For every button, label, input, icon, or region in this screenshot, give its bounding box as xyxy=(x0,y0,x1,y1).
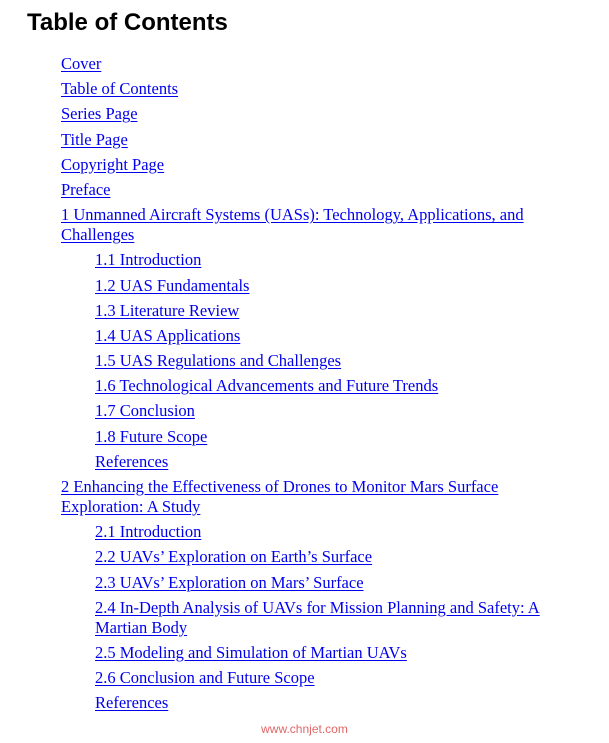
toc-link-cover[interactable]: Cover xyxy=(61,54,102,73)
toc-entry-copyright-page xyxy=(61,155,561,175)
toc-link-series-page[interactable]: Series Page xyxy=(61,104,138,124)
toc-entry-section xyxy=(95,301,565,321)
toc-link-section-2-5[interactable]: 2.5 Modeling and Simulation of Martian UAVs xyxy=(95,642,407,662)
toc-entry-title-page xyxy=(61,130,561,150)
page-title: Table of Contents xyxy=(27,9,228,36)
toc-entry-chapter-2 xyxy=(61,477,561,517)
toc-entry-section xyxy=(95,573,565,593)
toc-link-table-of-contents[interactable]: Table of Contents xyxy=(61,79,179,99)
toc-entry-section xyxy=(95,598,565,638)
toc-link-section-1-4[interactable]: 1.4 UAS Applications xyxy=(95,325,241,345)
toc-entry-chapter-1 xyxy=(61,205,561,245)
toc-entry-section xyxy=(95,401,565,421)
toc-link-preface[interactable]: Preface xyxy=(61,179,111,199)
toc-entry-section xyxy=(95,250,565,270)
toc-link-chapter-2-references[interactable]: References xyxy=(95,693,169,713)
toc-link-title-page[interactable]: Title Page xyxy=(61,129,128,149)
toc-link-section-1-1[interactable]: 1.1 Introduction xyxy=(95,250,202,270)
toc-link-section-1-7[interactable]: 1.7 Conclusion xyxy=(95,401,195,421)
table-of-contents xyxy=(0,54,609,719)
toc-link-section-2-4[interactable]: 2.4 In-Depth Analysis of UAVs for Mission Planning and Safety: A Martian Body xyxy=(95,597,540,637)
toc-entry-section xyxy=(95,643,565,663)
toc-entry-section xyxy=(95,427,565,447)
toc-link-section-1-6[interactable]: 1.6 Technological Advancements and Future Trends xyxy=(95,376,439,396)
toc-link-section-1-5[interactable]: 1.5 UAS Regulations and Challenges xyxy=(95,351,342,371)
toc-entry-section xyxy=(95,522,565,542)
toc-entry-series-page xyxy=(61,104,561,124)
toc-entry-section xyxy=(95,326,565,346)
toc-link-section-1-8[interactable]: 1.8 Future Scope xyxy=(95,426,208,446)
toc-entry-table-of-contents xyxy=(61,79,561,99)
toc-entry-section xyxy=(95,452,565,472)
toc-link-section-2-3[interactable]: 2.3 UAVs’ Exploration on Mars’ Surface xyxy=(95,572,364,592)
toc-entry-section xyxy=(95,668,565,688)
toc-entry-section xyxy=(95,693,565,713)
toc-link-chapter-1[interactable]: 1 Unmanned Aircraft Systems (UASs): Technology, Applications, and Challenges xyxy=(61,205,524,245)
toc-link-chapter-1-references[interactable]: References xyxy=(95,451,169,471)
toc-link-copyright-page[interactable]: Copyright Page xyxy=(61,154,165,174)
toc-entry-section xyxy=(95,351,565,371)
toc-entry-section xyxy=(95,547,565,567)
toc-entry-preface xyxy=(61,180,561,200)
toc-link-section-1-3[interactable]: 1.3 Literature Review xyxy=(95,300,240,320)
toc-entry-section xyxy=(95,276,565,296)
toc-entry-section xyxy=(95,376,565,396)
toc-link-section-1-2[interactable]: 1.2 UAS Fundamentals xyxy=(95,275,250,295)
toc-link-chapter-2[interactable]: 2 Enhancing the Effectiveness of Drones to Monitor Mars Surface Exploration: A Study xyxy=(61,477,499,516)
toc-link-section-2-1[interactable]: 2.1 Introduction xyxy=(95,522,202,542)
toc-link-section-2-6[interactable]: 2.6 Conclusion and Future Scope xyxy=(95,668,315,688)
toc-link-section-2-2[interactable]: 2.2 UAVs’ Exploration on Earth’s Surface xyxy=(95,547,373,567)
watermark-text: www.chnjet.com xyxy=(261,722,348,736)
toc-entry-cover xyxy=(61,54,561,74)
